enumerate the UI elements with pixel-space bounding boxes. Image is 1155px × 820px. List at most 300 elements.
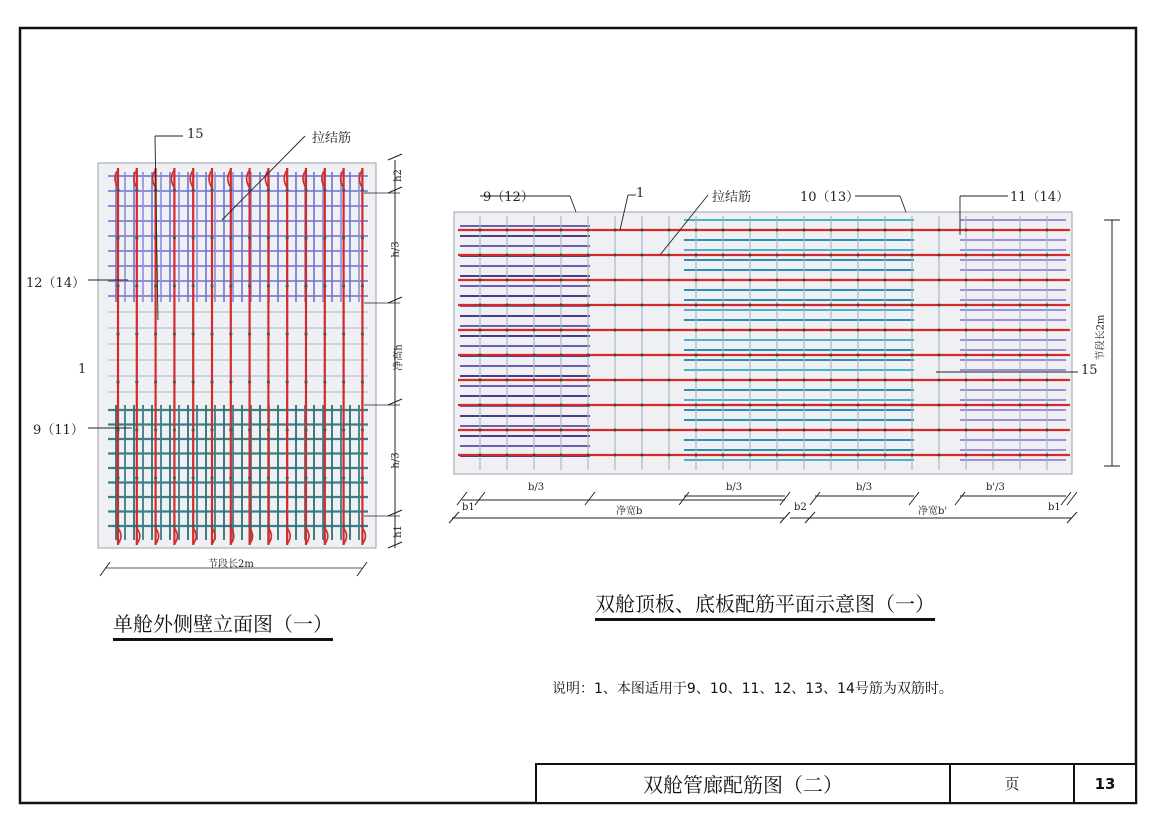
tie-bar-point <box>533 454 536 457</box>
tie-bar-point <box>587 304 590 307</box>
tie-bar-point <box>965 329 968 332</box>
tie-bar-point <box>479 379 482 382</box>
tie-bar-point <box>884 229 887 232</box>
tie-bar-point <box>587 329 590 332</box>
label-tie-bar-slab: 拉结筋 <box>712 190 752 205</box>
tie-bar-point <box>695 229 698 232</box>
tie-bar-point <box>776 354 779 357</box>
tie-bar-point <box>938 279 941 282</box>
slab-outline <box>454 212 1072 474</box>
tie-bar-point <box>884 379 887 382</box>
tie-bar-point <box>992 229 995 232</box>
tie-bar-point <box>135 380 138 383</box>
tie-bar-point <box>361 428 364 431</box>
tie-bar-point <box>1046 429 1049 432</box>
left-wall-elevation <box>88 136 402 576</box>
page-label: 页 <box>1004 775 1020 793</box>
leader-bar-9-12 <box>570 196 576 212</box>
tie-bar-point <box>560 354 563 357</box>
tie-bar-point <box>803 254 806 257</box>
tie-bar-point <box>506 229 509 232</box>
dim-b1-left: b1 <box>462 502 475 513</box>
tie-bar-point <box>323 476 326 479</box>
tie-bar-point <box>192 332 195 335</box>
tie-bar-point <box>938 304 941 307</box>
tie-bar-point <box>911 454 914 457</box>
tie-bar-point <box>830 279 833 282</box>
tie-bar-point <box>323 380 326 383</box>
tie-bar-point <box>342 428 345 431</box>
tie-bar-point <box>304 428 307 431</box>
dim-tick <box>780 492 790 505</box>
tie-bar-point <box>938 229 941 232</box>
tie-bar-point <box>135 284 138 287</box>
tie-bar-point <box>479 429 482 432</box>
tie-bar-point <box>884 454 887 457</box>
tie-bar-point <box>776 229 779 232</box>
tie-bar-point <box>533 254 536 257</box>
tie-bar-point <box>506 304 509 307</box>
tie-bar-point <box>722 454 725 457</box>
tie-bar-point <box>1046 379 1049 382</box>
tie-bar-point <box>1046 279 1049 282</box>
tie-bar-point <box>173 188 176 191</box>
tie-bar-point <box>830 404 833 407</box>
tie-bar-point <box>695 304 698 307</box>
tie-bar-point <box>210 188 213 191</box>
label-bar-9-12: 9（12） <box>483 190 534 205</box>
tie-bar-point <box>229 332 232 335</box>
tie-bar-point <box>992 329 995 332</box>
tie-bar-point <box>857 429 860 432</box>
tie-bar-point <box>830 329 833 332</box>
tie-bar-point <box>267 476 270 479</box>
tie-bar-point <box>210 428 213 431</box>
tie-bar-point <box>533 354 536 357</box>
label-bar-15: 15 <box>187 127 204 142</box>
slab-plan <box>449 195 1120 523</box>
tie-bar-point <box>992 279 995 282</box>
tie-bar-point <box>668 254 671 257</box>
tie-bar-point <box>587 354 590 357</box>
tie-bar-point <box>641 429 644 432</box>
tie-bar-point <box>229 284 232 287</box>
tie-bar-point <box>342 188 345 191</box>
tie-bar-point <box>803 329 806 332</box>
tie-bar-point <box>749 379 752 382</box>
tie-bar-point <box>192 428 195 431</box>
tie-bar-point <box>361 236 364 239</box>
tie-bar-point <box>533 429 536 432</box>
tie-bar-point <box>506 279 509 282</box>
dim-h-third-bottom: h/3 <box>390 452 402 469</box>
tie-bar-point <box>884 304 887 307</box>
tie-bar-point <box>192 236 195 239</box>
label-bar-1: 1 <box>78 362 87 377</box>
tie-bar-point <box>1019 254 1022 257</box>
tie-bar-point <box>965 279 968 282</box>
tie-bar-point <box>361 380 364 383</box>
tie-bar-point <box>857 404 860 407</box>
tie-bar-point <box>965 404 968 407</box>
tie-bar-point <box>911 379 914 382</box>
tie-bar-point <box>884 329 887 332</box>
tie-bar-point <box>1046 329 1049 332</box>
tie-bar-point <box>479 279 482 282</box>
tie-bar-point <box>614 429 617 432</box>
tie-bar-point <box>248 380 251 383</box>
label-tie-bar: 拉结筋 <box>312 131 352 146</box>
tie-bar-point <box>857 379 860 382</box>
tie-bar-point <box>192 284 195 287</box>
tie-bar-point <box>884 279 887 282</box>
tie-bar-point <box>286 188 289 191</box>
tie-bar-point <box>286 332 289 335</box>
tie-bar-point <box>361 332 364 335</box>
tie-bar-point <box>116 428 119 431</box>
dim-tick <box>357 562 367 576</box>
tie-bar-point <box>267 524 270 527</box>
tie-bar-point <box>965 429 968 432</box>
tie-bar-point <box>992 354 995 357</box>
tie-bar-point <box>695 429 698 432</box>
tie-bar-point <box>1019 329 1022 332</box>
tie-bar-point <box>641 329 644 332</box>
tie-bar-point <box>210 332 213 335</box>
tie-bar-point <box>587 454 590 457</box>
tie-bar-point <box>210 236 213 239</box>
tie-bar-point <box>938 329 941 332</box>
tie-bar-point <box>722 279 725 282</box>
tie-bar-point <box>154 284 157 287</box>
tie-bar-point <box>154 332 157 335</box>
tie-bar-point <box>1046 254 1049 257</box>
tie-bar-point <box>210 284 213 287</box>
tie-bar-point <box>342 332 345 335</box>
tie-bar-point <box>229 236 232 239</box>
dim-segment-length-slab: 节段长2m <box>1095 314 1107 361</box>
tie-bar-point <box>587 404 590 407</box>
tie-bar-point <box>304 380 307 383</box>
tie-bar-point <box>135 476 138 479</box>
tie-bar-point <box>992 454 995 457</box>
tie-bar-point <box>192 380 195 383</box>
dim-tick <box>810 492 820 505</box>
tie-bar-point <box>1019 404 1022 407</box>
tie-bar-point <box>965 454 968 457</box>
tie-bar-point <box>506 254 509 257</box>
tie-bar-point <box>911 254 914 257</box>
tie-bar-point <box>154 428 157 431</box>
tie-bar-point <box>479 354 482 357</box>
tie-bar-point <box>641 404 644 407</box>
tie-bar-point <box>173 476 176 479</box>
tie-bar-point <box>803 354 806 357</box>
tie-bar-point <box>695 404 698 407</box>
tie-bar-point <box>668 454 671 457</box>
tie-bar-point <box>641 454 644 457</box>
tie-bar-point <box>323 332 326 335</box>
tie-bar-point <box>749 354 752 357</box>
tie-bar-point <box>229 428 232 431</box>
tie-bar-point <box>210 524 213 527</box>
dim-tick <box>679 492 689 505</box>
tie-bar-point <box>776 404 779 407</box>
tie-bar-point <box>286 524 289 527</box>
right-figure-title: 双舱顶板、底板配筋平面示意图（一） <box>595 588 935 621</box>
tie-bar-point <box>304 284 307 287</box>
tie-bar-point <box>135 332 138 335</box>
tie-bar-point <box>911 404 914 407</box>
tie-bar-point <box>342 476 345 479</box>
tie-bar-point <box>884 404 887 407</box>
dim-tick <box>1061 492 1071 505</box>
tie-bar-point <box>857 454 860 457</box>
tie-bar-point <box>776 254 779 257</box>
tie-bar-point <box>1046 454 1049 457</box>
tie-bar-point <box>267 284 270 287</box>
tie-bar-point <box>911 229 914 232</box>
dim-b-third-2: b/3 <box>726 482 743 493</box>
tie-bar-point <box>803 429 806 432</box>
tie-bar-point <box>965 229 968 232</box>
tie-bar-point <box>830 379 833 382</box>
tie-bar-point <box>361 284 364 287</box>
tie-bar-point <box>323 284 326 287</box>
tie-bar-point <box>695 354 698 357</box>
tie-bar-point <box>884 354 887 357</box>
tie-bar-point <box>749 454 752 457</box>
tie-bar-point <box>587 429 590 432</box>
tie-bar-point <box>830 229 833 232</box>
tie-bar-point <box>248 428 251 431</box>
tie-bar-point <box>267 236 270 239</box>
tie-bar-point <box>641 304 644 307</box>
tie-bar-point <box>776 279 779 282</box>
tie-bar-point <box>304 236 307 239</box>
tie-bar-point <box>506 329 509 332</box>
tie-bar-point <box>267 380 270 383</box>
tie-bar-point <box>192 524 195 527</box>
tie-bar-point <box>361 524 364 527</box>
dim-tick <box>100 562 110 576</box>
tie-bar-point <box>173 428 176 431</box>
tie-bar-point <box>830 429 833 432</box>
tie-bar-point <box>1046 354 1049 357</box>
tie-bar-point <box>323 524 326 527</box>
dim-clear-width-b: 净宽b <box>616 506 643 517</box>
tie-bar-point <box>286 380 289 383</box>
dim-tick <box>475 492 485 505</box>
tie-bar-point <box>722 229 725 232</box>
tie-bar-point <box>533 279 536 282</box>
label-segment-length: 节段长2m <box>208 559 254 570</box>
tie-bar-point <box>479 454 482 457</box>
tie-bar-point <box>911 429 914 432</box>
tie-bar-point <box>286 284 289 287</box>
tie-bar-point <box>135 188 138 191</box>
tie-bar-point <box>722 329 725 332</box>
label-bar-9-11: 9（11） <box>33 423 84 438</box>
tie-bar-point <box>722 304 725 307</box>
tie-bar-point <box>267 428 270 431</box>
dim-clear-height: 净高h <box>393 344 405 371</box>
tie-bar-point <box>830 304 833 307</box>
tie-bar-point <box>560 279 563 282</box>
tie-bar-point <box>210 380 213 383</box>
tie-bar-point <box>173 524 176 527</box>
tie-bar-point <box>1019 354 1022 357</box>
tie-bar-point <box>857 254 860 257</box>
tie-bar-point <box>116 236 119 239</box>
tie-bar-point <box>533 379 536 382</box>
tie-bar-point <box>614 279 617 282</box>
tie-bar-point <box>506 454 509 457</box>
tie-bar-point <box>192 188 195 191</box>
dim-b-third-3: b/3 <box>856 482 873 493</box>
tie-bar-point <box>614 254 617 257</box>
tie-bar-point <box>560 229 563 232</box>
tie-bar-point <box>286 476 289 479</box>
label-bar-10-13: 10（13） <box>800 190 860 205</box>
tie-bar-point <box>587 229 590 232</box>
tie-bar-point <box>668 279 671 282</box>
tie-bar-point <box>560 454 563 457</box>
tie-bar-point <box>614 329 617 332</box>
label-bar-15-slab: 15 <box>1081 363 1098 378</box>
tie-bar-point <box>267 332 270 335</box>
tie-bar-point <box>304 524 307 527</box>
tie-bar-point <box>614 354 617 357</box>
tie-bar-point <box>361 188 364 191</box>
tie-bar-point <box>1019 379 1022 382</box>
tie-bar-point <box>749 254 752 257</box>
tie-bar-point <box>722 354 725 357</box>
dim-tick <box>1067 492 1077 505</box>
tie-bar-point <box>173 236 176 239</box>
tie-bar-point <box>776 429 779 432</box>
tie-bar-point <box>803 304 806 307</box>
dim-tick <box>780 512 790 523</box>
tie-bar-point <box>776 329 779 332</box>
tie-bar-point <box>668 429 671 432</box>
tie-bar-point <box>965 254 968 257</box>
tie-bar-point <box>668 404 671 407</box>
tie-bar-point <box>304 188 307 191</box>
tie-bar-point <box>641 279 644 282</box>
tie-bar-point <box>614 454 617 457</box>
tie-bar-point <box>533 304 536 307</box>
dim-tick <box>585 492 595 505</box>
tie-bar-point <box>116 284 119 287</box>
tie-bar-point <box>857 354 860 357</box>
tie-bar-point <box>992 404 995 407</box>
tie-bar-point <box>506 404 509 407</box>
tie-bar-point <box>304 476 307 479</box>
tie-bar-point <box>992 254 995 257</box>
tie-bar-point <box>614 379 617 382</box>
tie-bar-point <box>668 229 671 232</box>
tie-bar-point <box>803 229 806 232</box>
tie-bar-point <box>587 279 590 282</box>
tie-bar-point <box>1019 229 1022 232</box>
dim-tick <box>805 512 815 523</box>
tie-bar-point <box>210 476 213 479</box>
tie-bar-point <box>116 524 119 527</box>
tie-bar-point <box>173 380 176 383</box>
tie-bar-point <box>695 279 698 282</box>
tie-bar-point <box>323 236 326 239</box>
dim-b2: b2 <box>794 502 807 513</box>
tie-bar-point <box>587 254 590 257</box>
tie-bar-point <box>911 354 914 357</box>
tie-bar-point <box>722 254 725 257</box>
tie-bar-point <box>116 476 119 479</box>
dim-h-third-top: h/3 <box>390 241 402 258</box>
tie-bar-point <box>479 304 482 307</box>
dim-tick <box>1067 512 1077 523</box>
tie-bar-point <box>560 254 563 257</box>
tie-bar-point <box>173 332 176 335</box>
drawing-note: 说明：1、本图适用于9、10、11、12、13、14号筋为双筋时。 <box>552 681 953 697</box>
dim-tick <box>449 512 459 523</box>
tie-bar-point <box>154 380 157 383</box>
tie-bar-point <box>323 428 326 431</box>
tie-bar-point <box>1019 454 1022 457</box>
tie-bar-point <box>1019 304 1022 307</box>
tie-bar-point <box>1019 279 1022 282</box>
tie-bar-point <box>776 454 779 457</box>
tie-bar-point <box>248 236 251 239</box>
tie-bar-point <box>560 329 563 332</box>
tie-bar-point <box>830 254 833 257</box>
tie-bar-point <box>286 236 289 239</box>
tie-bar-point <box>830 454 833 457</box>
tie-bar-point <box>614 404 617 407</box>
tie-bar-point <box>938 404 941 407</box>
tie-bar-point <box>722 404 725 407</box>
tie-bar-point <box>938 429 941 432</box>
tie-bar-point <box>803 454 806 457</box>
tie-bar-point <box>749 304 752 307</box>
tie-bar-point <box>1046 304 1049 307</box>
dim-h2: h2 <box>392 169 404 182</box>
dim-clear-width-b-prime: 净宽b' <box>918 506 948 517</box>
dim-b-prime-third: b'/3 <box>986 482 1005 493</box>
tie-bar-point <box>248 524 251 527</box>
tie-bar-point <box>641 379 644 382</box>
tie-bar-point <box>938 354 941 357</box>
label-bar-1-slab: 1 <box>636 186 645 201</box>
tie-bar-point <box>992 429 995 432</box>
page-number: 13 <box>1094 774 1116 793</box>
tie-bar-point <box>668 304 671 307</box>
tie-bar-point <box>304 332 307 335</box>
tie-bar-point <box>116 332 119 335</box>
tie-bar-point <box>938 254 941 257</box>
tie-bar-point <box>722 379 725 382</box>
tie-bar-point <box>614 229 617 232</box>
tie-bar-point <box>641 229 644 232</box>
tie-bar-point <box>479 404 482 407</box>
tie-bar-point <box>749 404 752 407</box>
tie-bar-point <box>641 354 644 357</box>
tie-bar-point <box>229 380 232 383</box>
dim-b-third-1: b/3 <box>528 482 545 493</box>
tie-bar-point <box>116 380 119 383</box>
tie-bar-point <box>1046 229 1049 232</box>
tie-bar-point <box>479 254 482 257</box>
